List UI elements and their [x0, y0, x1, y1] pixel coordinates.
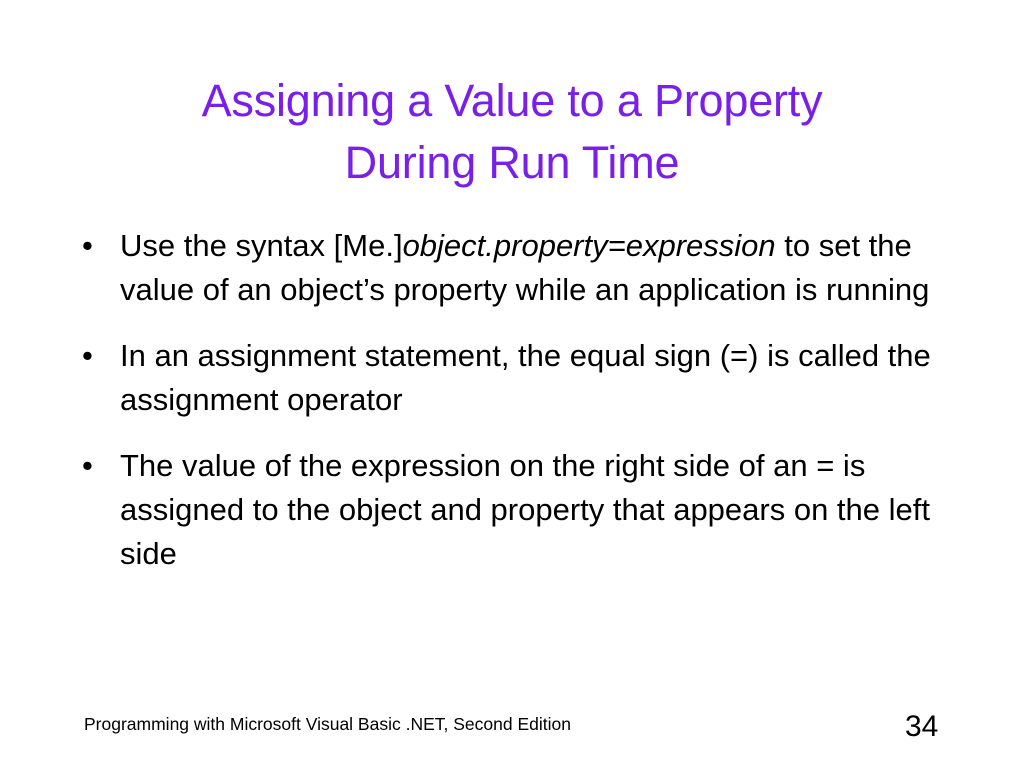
list-item-emphasis: object.property=expression: [402, 228, 776, 263]
page-title-line-1: Assigning a Value to a Property: [201, 75, 823, 126]
bullet-icon: •: [82, 448, 93, 484]
list-item-text: [120, 334, 942, 422]
list-item-tail: =) is called the assignment operator: [120, 338, 931, 418]
list-item-lead: Use the syntax [Me.]: [120, 228, 403, 263]
list-item-text: [120, 224, 942, 312]
list-item-text: [120, 444, 942, 576]
list-item-lead: The value of the expression on the right side of an = is assigned to the object and property that appears on the left side: [120, 448, 930, 572]
bullet-icon: •: [82, 228, 93, 263]
list-item-tail: to set the value of an object’s property while an application is running: [120, 228, 930, 308]
list-item: [82, 444, 942, 576]
footer-source-text: Programming with Microsoft Visual Basic .NET, Second Edition: [84, 714, 571, 734]
list-item-lead: In an assignment statement, the equal sign (: [120, 338, 731, 374]
page-title-line-2: During Run Time: [344, 137, 680, 189]
list-item: [82, 224, 942, 312]
page-number: 34: [905, 710, 939, 743]
bullet-icon: •: [82, 338, 93, 374]
bullet-list: [82, 224, 942, 598]
page-title: [60, 70, 964, 194]
list-item: [82, 334, 942, 422]
